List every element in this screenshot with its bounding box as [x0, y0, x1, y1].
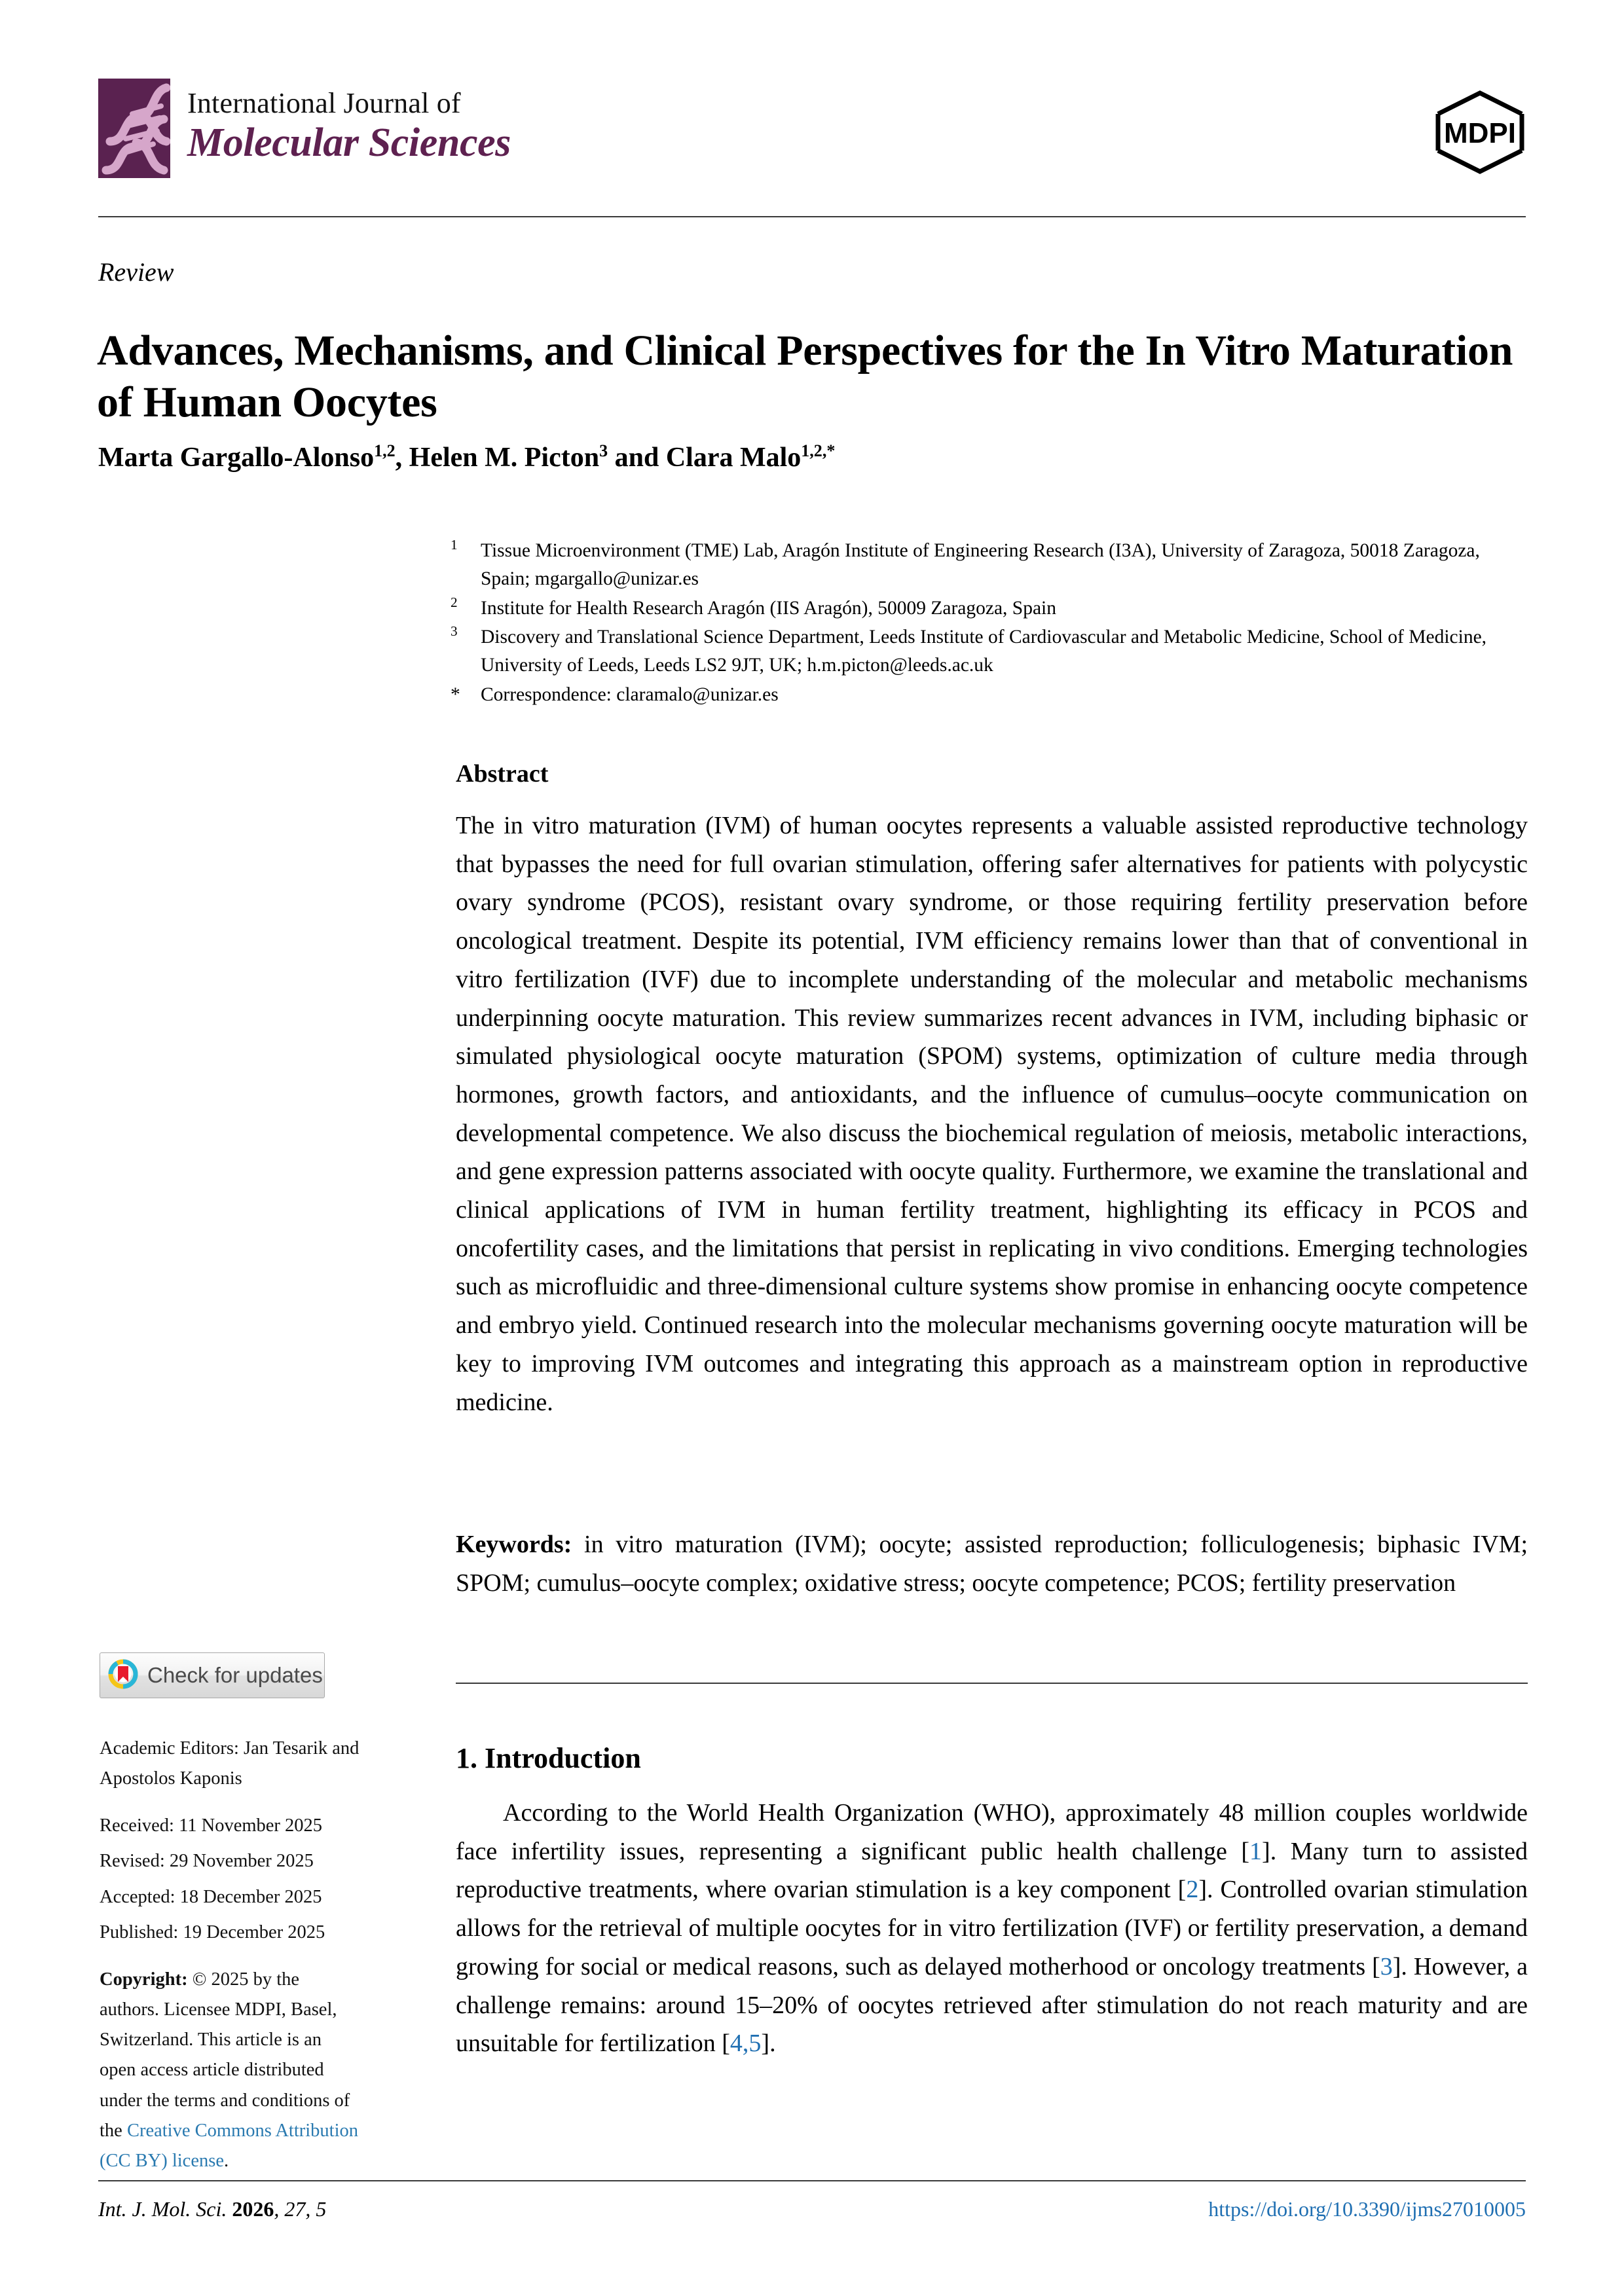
footer-citation	[98, 2197, 326, 2221]
keywords-text: in vitro maturation (IVM); oocyte; assisted reproduction; folliculogenesis; biphasic IVM; SPOM; cumulus–oocyte complex; oxidative stress; oocyte competence; PCOS; fertility preservation	[456, 1531, 1528, 1597]
crossmark-icon	[108, 1659, 138, 1692]
author-name: Clara Malo	[665, 443, 802, 473]
affiliation-item	[451, 623, 1528, 680]
journal-title-line1: International Journal of	[187, 87, 461, 119]
intro-text-part: ]. Many turn to assisted reproductive treatments, where ovarian stimulation is a key component [	[456, 1837, 1528, 1904]
keywords-block	[456, 1525, 1528, 1602]
footer-journal-abbrev: Int. J. Mol. Sci.	[98, 2197, 227, 2221]
affiliation-marker: 1	[451, 537, 458, 553]
mdpi-logo[interactable]	[1434, 90, 1526, 174]
page-title: Advances, Mechanisms, and Clinical Perspectives for the In Vitro Maturation of Human Oocytes	[97, 327, 1513, 427]
citation-link-3[interactable]: 3	[1380, 1952, 1393, 1980]
affiliation-list	[451, 537, 1528, 710]
academic-editors: Academic Editors: Jan Tesarik and Apostolos Kaponis	[100, 1738, 360, 1789]
date-published: Published: 19 December 2025	[100, 1922, 325, 1942]
copyright-notice	[100, 1965, 361, 2176]
date-revised: Revised: 29 November 2025	[100, 1851, 314, 1872]
article-metadata-sidebar	[100, 1734, 361, 2193]
author-list: Marta Gargallo-Alonso$^{1,2}$, Helen M. Picton$^3$ and Clara Malo$^{1,2,*}$	[98, 441, 836, 473]
cc-by-license-link[interactable]: Creative Commons Attribution (CC BY) license	[100, 2120, 359, 2171]
dna-helix-icon	[98, 79, 170, 178]
affiliation-text: Tissue Microenvironment (TME) Lab, Aragón Institute of Engineering Research (I3A), University of Zaragoza, 50018 Zaragoza, Spain; mgargallo@unizar.es	[481, 540, 1480, 590]
affiliation-item	[451, 594, 1528, 623]
footer-year: 2026	[232, 2197, 274, 2221]
author-affiliation-marker: 3	[599, 441, 608, 460]
author-affiliation-marker: 1,2,*	[801, 441, 836, 460]
correspondence-marker: *	[451, 683, 460, 705]
date-accepted: Accepted: 18 December 2025	[100, 1886, 322, 1907]
affiliation-item	[451, 537, 1528, 594]
footer-volume-page: , 27, 5	[274, 2197, 327, 2221]
abstract-divider	[456, 1683, 1528, 1684]
section-heading-introduction: 1. Introduction	[456, 1742, 641, 1774]
intro-text-part: According to the World Health Organization (WHO), approximately 48 million couples worldwide face infertility issues, representing a significant public health challenge [	[456, 1799, 1528, 1865]
footer-doi-link[interactable]: https://doi.org/10.3390/ijms27010005	[1208, 2197, 1526, 2221]
copyright-label: Copyright:	[100, 1969, 188, 1990]
author-name: Helen M. Picton	[409, 443, 600, 473]
date-received: Received: 11 November 2025	[100, 1815, 323, 1836]
citation-link-2[interactable]: 2	[1186, 1876, 1199, 1904]
journal-masthead	[98, 79, 1526, 193]
author-name: Marta Gargallo-Alonso	[98, 443, 375, 473]
check-for-updates-label: Check for updates	[147, 1663, 323, 1687]
author-affiliation-marker: 1,2	[374, 441, 396, 460]
affiliation-item-correspondence	[451, 681, 1528, 709]
affiliation-text: Institute for Health Research Aragón (IIS Aragón), 50009 Zaragoza, Spain	[481, 597, 1056, 619]
abstract-text: The in vitro maturation (IVM) of human oocytes represents a valuable assisted reproductive technology that bypasses the need for full ovarian stimulation, offering safer alternatives for patients with polycystic ovary syndrome (PCOS), resistant ovary syndrome, or those requiring fertility preservation before oncological treatment. Despite its potential, IVM efficiency remains lower than that of conventional in vitro fertilization (IVF) due to incomplete understanding of the molecular and metabolic mechanisms underpinning oocyte maturation. This review summarizes recent advances in IVM, including biphasic or simulated physiological oocyte maturation (SPOM) systems, optimization of culture media through hormones, growth factors, and antioxidants, and the influence of cumulus–oocyte communication on developmental competence. We also discuss the biochemical regulation of meiosis, metabolic interactions, and gene expression patterns associated with oocyte quality. Furthermore, we examine the translational and clinical applications of IVM in human fertility treatment, highlighting its efficacy in PCOS and oncofertility cases, and the limitations that persist in replicating in vivo conditions. Emerging technologies such as microfluidic and three-dimensional culture systems show promise in enhancing oocyte competence and embryo yield. Continued research into the molecular mechanisms governing oocyte maturation will be key to improving IVM outcomes and integrating this approach as a mainstream option in reproductive medicine.	[456, 812, 1528, 1416]
article-type-label: Review	[98, 257, 174, 287]
citation-link-1[interactable]: 1	[1249, 1837, 1263, 1865]
affiliation-text: Discovery and Translational Science Department, Leeds Institute of Cardiovascular and Metabolic Medicine, School of Medicine, University of Leeds, Leeds LS2 9JT, UK; h.m.picton@leeds.ac.uk	[481, 627, 1487, 676]
intro-text-part: ].	[761, 2030, 776, 2058]
intro-text-part: ]. Controlled ovarian stimulation allows for the retrieval of multiple oocytes for in vitro fertilization (IVF) or fertility preservation, a demand growing for social or medical reasons, such as delayed motherhood or oncology treatments [	[456, 1876, 1528, 1980]
journal-title-text	[187, 79, 511, 166]
check-for-updates-button[interactable]	[100, 1652, 325, 1698]
citation-link-4-5[interactable]: 4,5	[729, 2030, 762, 2058]
copyright-tail: .	[223, 2150, 229, 2171]
abstract-heading: Abstract	[456, 760, 549, 788]
copyright-text: © 2025 by the authors. Licensee MDPI, Basel, Switzerland. This article is an open access article distributed under the terms and conditions of the	[100, 1969, 350, 2141]
introduction-paragraph	[456, 1794, 1528, 2063]
journal-logo[interactable]	[98, 79, 511, 178]
intro-text-part: ]. However, a challenge remains: around 15–20% of oocytes retrieved after stimulation do not reach maturity and are unsuitable for fertilization [	[456, 1952, 1528, 2058]
affiliation-marker: 3	[451, 623, 458, 640]
header-divider	[98, 216, 1526, 217]
keywords-label: Keywords:	[456, 1531, 572, 1558]
affiliation-marker: 2	[451, 594, 458, 610]
journal-title-line2: Molecular Sciences	[187, 120, 511, 165]
footer-divider	[98, 2180, 1526, 2181]
mdpi-logo-text: MDPI	[1444, 117, 1516, 149]
correspondence-text: Correspondence: claramalo@unizar.es	[481, 683, 779, 705]
